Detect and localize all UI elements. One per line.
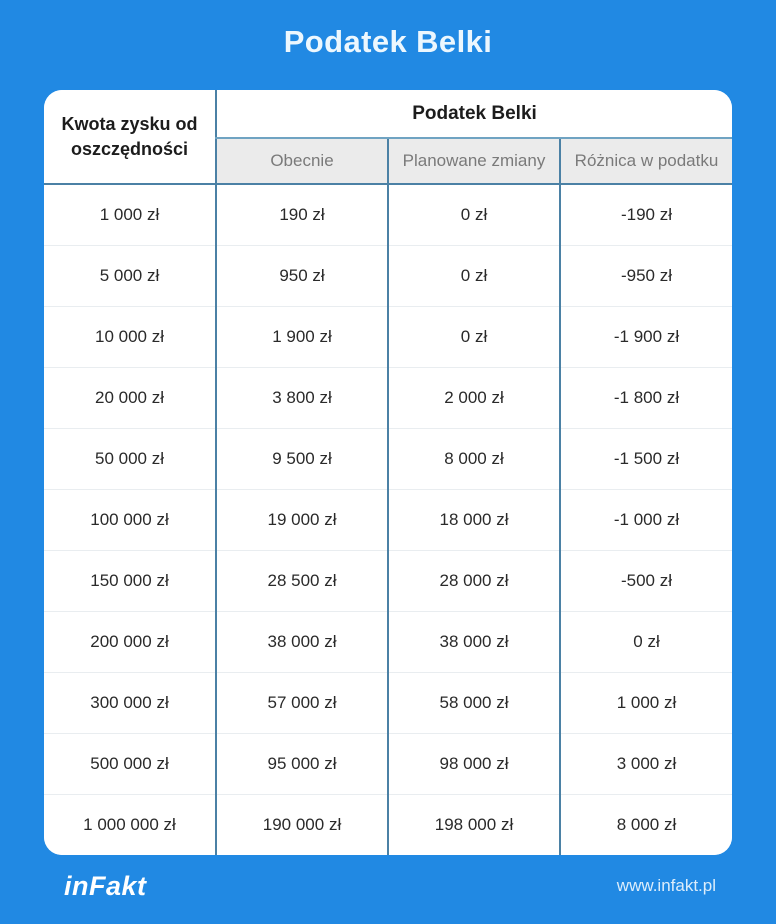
table-row [44, 672, 732, 733]
group-header: Podatek Belki [216, 90, 732, 138]
cell-profit: 1 000 zł [44, 184, 216, 245]
header-row-group [44, 90, 732, 138]
cell-profit: 200 000 zł [44, 611, 216, 672]
cell-profit: 100 000 zł [44, 489, 216, 550]
cell-profit: 1 000 000 zł [44, 794, 216, 855]
cell-profit: 20 000 zł [44, 367, 216, 428]
cell-profit: 5 000 zł [44, 245, 216, 306]
cell-planned: 58 000 zł [388, 672, 560, 733]
table-row [44, 733, 732, 794]
table-header [44, 90, 732, 184]
table-row [44, 184, 732, 245]
table-body [44, 184, 732, 855]
cell-planned: 0 zł [388, 306, 560, 367]
cell-current: 190 zł [216, 184, 388, 245]
cell-current: 95 000 zł [216, 733, 388, 794]
cell-current: 3 800 zł [216, 367, 388, 428]
table-row [44, 794, 732, 855]
table-row [44, 611, 732, 672]
cell-difference: -1 000 zł [560, 489, 732, 550]
cell-current: 19 000 zł [216, 489, 388, 550]
cell-difference: -190 zł [560, 184, 732, 245]
table-row [44, 367, 732, 428]
infakt-logo: inFakt [64, 870, 147, 901]
cell-difference: -1 800 zł [560, 367, 732, 428]
table-row [44, 428, 732, 489]
cell-planned: 0 zł [388, 245, 560, 306]
cell-profit: 500 000 zł [44, 733, 216, 794]
cell-current: 28 500 zł [216, 550, 388, 611]
cell-planned: 28 000 zł [388, 550, 560, 611]
cell-current: 1 900 zł [216, 306, 388, 367]
cell-planned: 38 000 zł [388, 611, 560, 672]
column-header-planned: Planowane zmiany [388, 138, 560, 184]
cell-current: 57 000 zł [216, 672, 388, 733]
corner-header: Kwota zysku od oszczędności [44, 90, 216, 184]
cell-planned: 98 000 zł [388, 733, 560, 794]
cell-planned: 18 000 zł [388, 489, 560, 550]
table-row [44, 245, 732, 306]
cell-difference: 3 000 zł [560, 733, 732, 794]
cell-planned: 198 000 zł [388, 794, 560, 855]
tax-table [44, 90, 732, 855]
cell-difference: -1 500 zł [560, 428, 732, 489]
cell-current: 950 zł [216, 245, 388, 306]
table-row [44, 550, 732, 611]
cell-difference: -500 zł [560, 550, 732, 611]
cell-profit: 300 000 zł [44, 672, 216, 733]
cell-current: 190 000 zł [216, 794, 388, 855]
footer-url: www.infakt.pl [616, 876, 716, 895]
cell-difference: 0 zł [560, 611, 732, 672]
cell-difference: 1 000 zł [560, 672, 732, 733]
cell-difference: -1 900 zł [560, 306, 732, 367]
cell-current: 9 500 zł [216, 428, 388, 489]
footer [0, 855, 776, 923]
column-header-current: Obecnie [216, 138, 388, 184]
table-card [44, 90, 732, 855]
cell-difference: 8 000 zł [560, 794, 732, 855]
table-row [44, 489, 732, 550]
table-row [44, 306, 732, 367]
cell-planned: 8 000 zł [388, 428, 560, 489]
cell-planned: 0 zł [388, 184, 560, 245]
cell-profit: 10 000 zł [44, 306, 216, 367]
cell-current: 38 000 zł [216, 611, 388, 672]
cell-planned: 2 000 zł [388, 367, 560, 428]
cell-profit: 150 000 zł [44, 550, 216, 611]
cell-difference: -950 zł [560, 245, 732, 306]
cell-profit: 50 000 zł [44, 428, 216, 489]
page-title: Podatek Belki [283, 24, 493, 59]
column-header-difference: Różnica w podatku [560, 138, 732, 184]
